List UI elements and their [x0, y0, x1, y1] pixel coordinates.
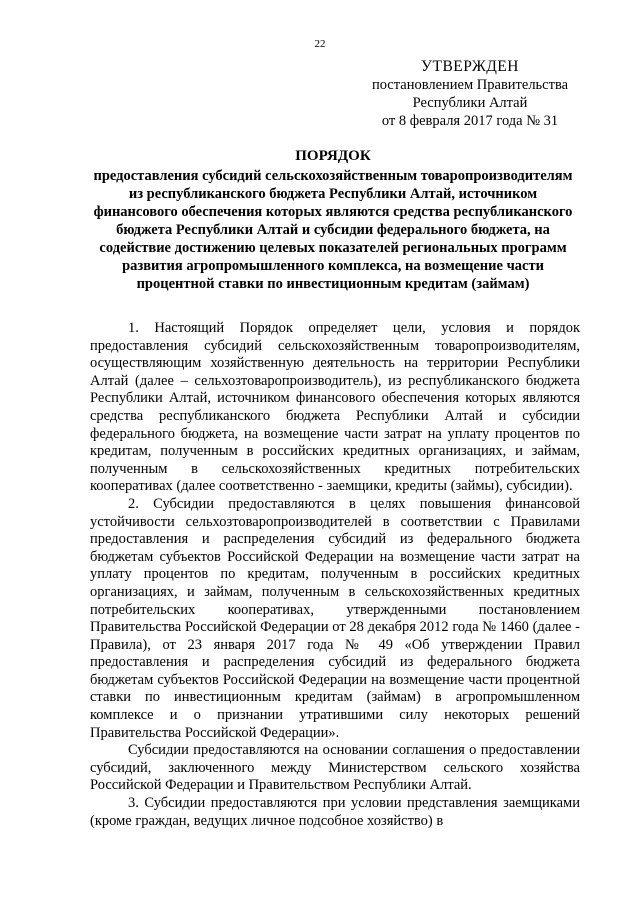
approval-line: постановлением Правительства	[371, 77, 569, 93]
paragraph: 1. Настоящий Порядок определяет цели, условия и порядок предоставления субсидий сельскохозяйственным товаропроизводителям, осуществляющим хозяйственную деятельность на территории Республики Алтай (далее – сельхозтоваропроизводитель), из республиканского бюджета Республики Алтай, источником финансового обеспечения которых являются средства республиканского бюджета Республики Алтай и субсидии федерального бюджета, на возмещение части затрат на уплату процентов по кредитам, полученным в российских кредитных организациях, и займам, полученным в сельскохозяйственных кредитных потребительских кооперативах (далее соответственно - заемщики, кредиты (займы), субсидии).	[90, 320, 580, 495]
approval-line: Республики Алтай	[412, 95, 528, 111]
document-title-block	[88, 147, 578, 293]
document-subtitle: предоставления субсидий сельскохозяйственным товаропроизводителям из республиканского бюджета Республики Алтай, источником финансового обеспечения которых являются средства республиканского бюджета Республики Алтай и субсидии федерального бюджета, на содействие достижению целевых показателей региональных программ развития агропромышленного комплекса, на возмещение части процентной ставки по инвестиционным кредитам (займам)	[93, 168, 573, 292]
paragraph: 2. Субсидии предоставляются в целях повышения финансовой устойчивости сельхозтоваропроизводителей в соответствии с Правилами предоставления и распределения субсидий из федерального бюджета бюджетам субъектов Российской Федерации на возмещение части затрат на уплату процентов по кредитам, полученным в российских кредитных организациях, и займам, полученным в сельскохозяйственных кредитных потребительских кооперативах, утвержденными постановлением Правительства Российской Федерации от 28 декабря 2012 года № 1460 (далее - Правила), от 23 января 2017 года № 49 «Об утверждении Правил предоставления и распределения субсидий из федерального бюджета бюджетам субъектов Российской Федерации на возмещение части процентной ставки по инвестиционным кредитам (займам) в агропромышленном комплексе и о признании утратившими силу некоторых решений Правительства Российской Федерации».	[90, 495, 580, 741]
approval-date: от 8 февраля 2017 года № 31	[381, 113, 559, 129]
paragraph: Субсидии предоставляются на основании соглашения о предоставлении субсидий, заключенного между Министерством сельского хозяйства Российской Федерации и Правительством Республики Алтай.	[90, 742, 580, 794]
page-number: 22	[314, 38, 326, 50]
approval-stamp	[360, 58, 580, 130]
paragraph: 3. Субсидии предоставляются при условии представления заемщиками (кроме граждан, ведущих личное подсобное хозяйство) в	[90, 795, 580, 829]
document-heading: ПОРЯДОК	[295, 148, 371, 164]
approval-title: УТВЕРЖДЕН	[421, 58, 519, 75]
document-body	[90, 320, 580, 830]
